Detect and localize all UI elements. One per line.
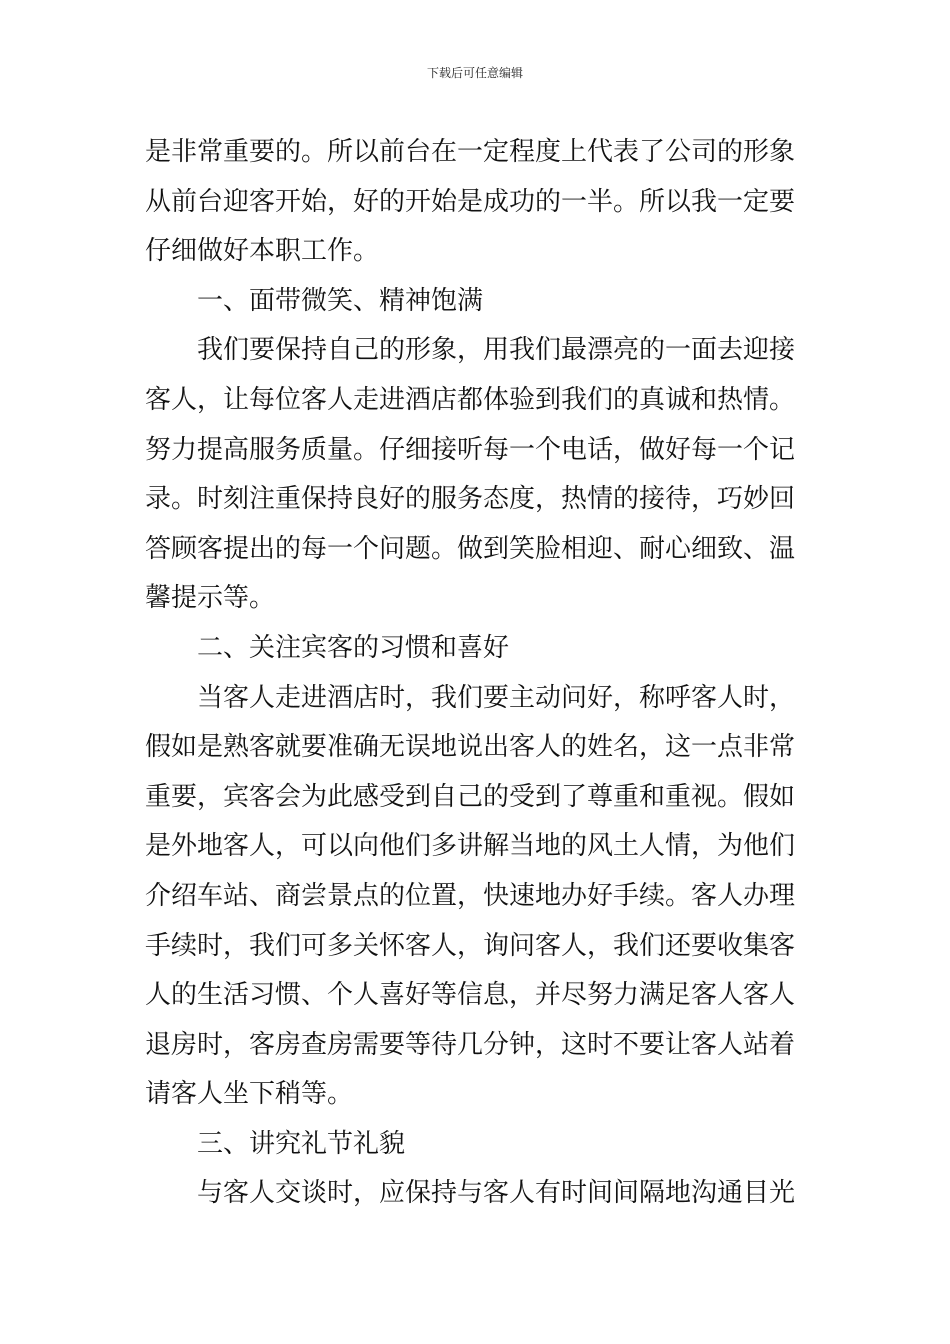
text-line: 假如是熟客就要准确无误地说出客人的姓名，这一点非常 — [145, 732, 796, 763]
text-line: 录。时刻注重保持良好的服务态度，热情的接待，巧妙回 — [145, 484, 796, 515]
text-line: 是外地客人，可以向他们多讲解当地的风土人情，为他们 — [145, 831, 796, 862]
text-line: 人的生活习惯、个人喜好等信息，并尽努力满足客人客人 — [145, 980, 796, 1011]
text-line: 仔细做好本职工作。 — [145, 236, 380, 267]
document-body — [145, 128, 810, 1219]
text-line: 答顾客提出的每一个问题。做到笑脸相迎、耐心细致、温 — [145, 533, 796, 564]
section-heading-1: 一、面带微笑、精神饱满 — [197, 285, 484, 316]
text-line: 从前台迎客开始，好的开始是成功的一半。所以我一定要 — [145, 186, 796, 217]
text-line: 馨提示等。 — [145, 583, 276, 614]
text-line: 努力提高服务质量。仔细接听每一个电话，做好每一个记 — [145, 434, 796, 465]
text-line: 重要，宾客会为此感受到自己的受到了尊重和重视。假如 — [145, 781, 796, 812]
text-line: 请客人坐下稍等。 — [145, 1079, 354, 1110]
text-line: 是非常重要的。所以前台在一定程度上代表了公司的形象 — [145, 137, 796, 167]
page-header: 下载后可任意编辑 — [426, 66, 523, 80]
text-line: 退房时，客房查房需要等待几分钟，这时不要让客人站着 — [145, 1029, 796, 1060]
paragraph-start: 我们要保持自己的形象，用我们最漂亮的一面去迎接 — [197, 335, 796, 366]
text-line: 客人，让每位客人走进酒店都体验到我们的真诚和热情。 — [145, 384, 796, 415]
text-line: 手续时，我们可多关怀客人，询问客人，我们还要收集客 — [145, 930, 796, 961]
section-heading-2: 二、关注宾客的习惯和喜好 — [197, 632, 510, 663]
paragraph-start: 与客人交谈时，应保持与客人有时间间隔地沟通目光 — [197, 1178, 796, 1209]
section-heading-3: 三、讲究礼节礼貌 — [197, 1128, 406, 1159]
paragraph-start: 当客人走进酒店时，我们要主动问好，称呼客人时， — [197, 682, 796, 713]
text-line: 介绍车站、商尝景点的位置，快速地办好手续。客人办理 — [145, 880, 796, 911]
